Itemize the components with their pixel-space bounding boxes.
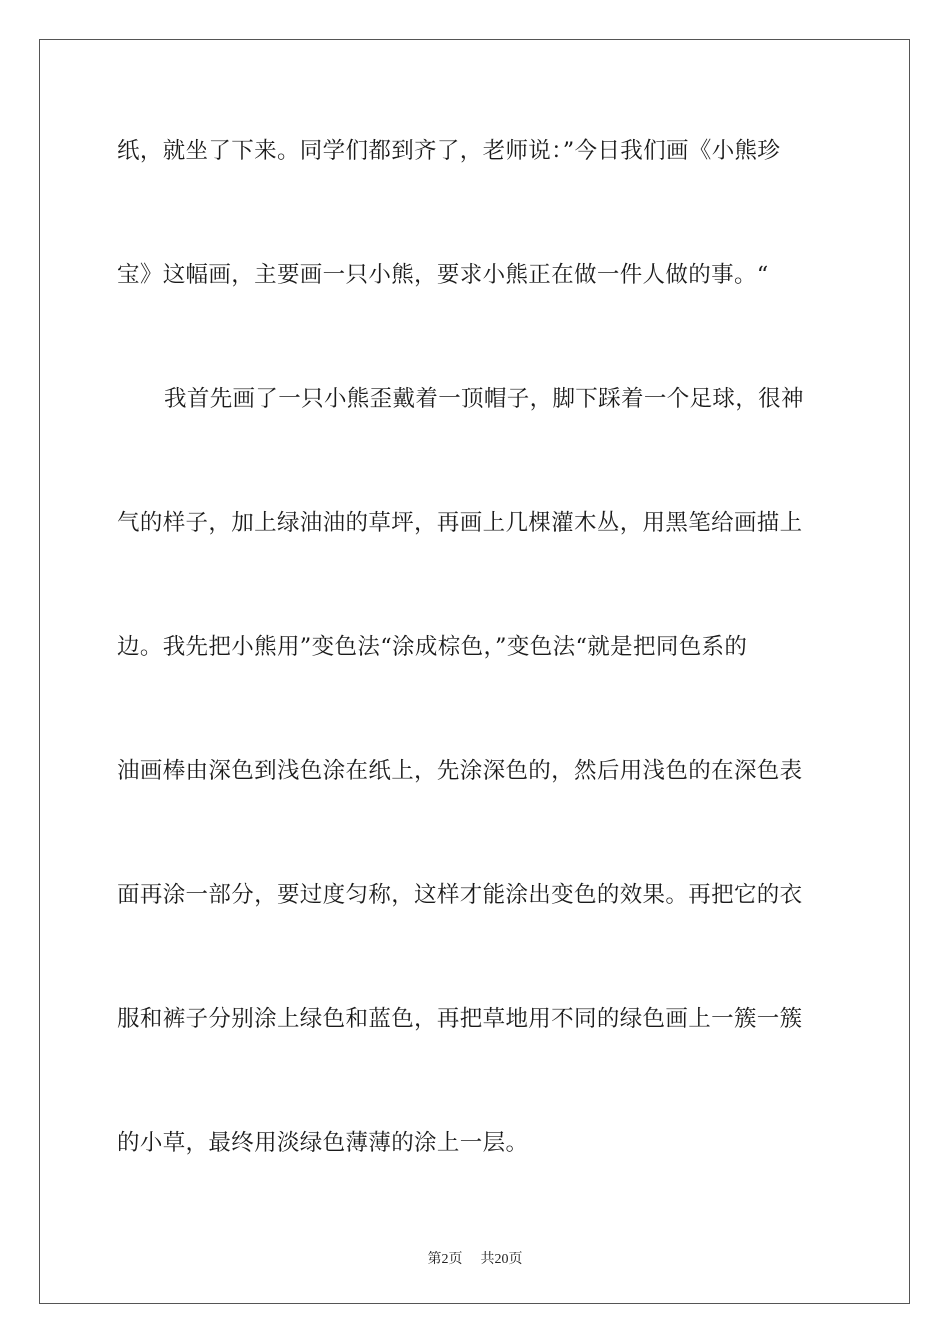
text-line: 纸，就坐了下来。同学们都到齐了，老师说：”今日我们画《小熊珍	[117, 138, 781, 164]
text-line: 气的样子，加上绿油油的草坪，再画上几棵灌木丛，用黑笔给画描上	[117, 510, 803, 536]
text-line: 服和裤子分别涂上绿色和蓝色，再把草地用不同的绿色画上一簇一簇	[117, 1006, 803, 1032]
text-line: 油画棒由深色到浅色涂在纸上，先涂深色的，然后用浅色的在深色表	[117, 758, 803, 784]
text-line: 边。我先把小熊用”变色法“涂成棕色，”变色法“就是把同色系的	[117, 634, 748, 660]
paragraph-start-line: 我首先画了一只小熊歪戴着一顶帽子，脚下踩着一个足球，很神	[164, 386, 804, 412]
text-line: 宝》这幅画，主要画一只小熊，要求小熊正在做一件人做的事。“	[117, 262, 769, 288]
page-footer	[0, 1248, 950, 1268]
page-number: 第2页	[427, 1252, 463, 1267]
page-border	[39, 39, 910, 1304]
text-line: 面再涂一部分，要过度匀称，这样才能涂出变色的效果。再把它的衣	[117, 882, 803, 908]
page-total: 共20页	[480, 1252, 523, 1267]
text-line: 的小草，最终用淡绿色薄薄的涂上一层。	[117, 1130, 529, 1156]
